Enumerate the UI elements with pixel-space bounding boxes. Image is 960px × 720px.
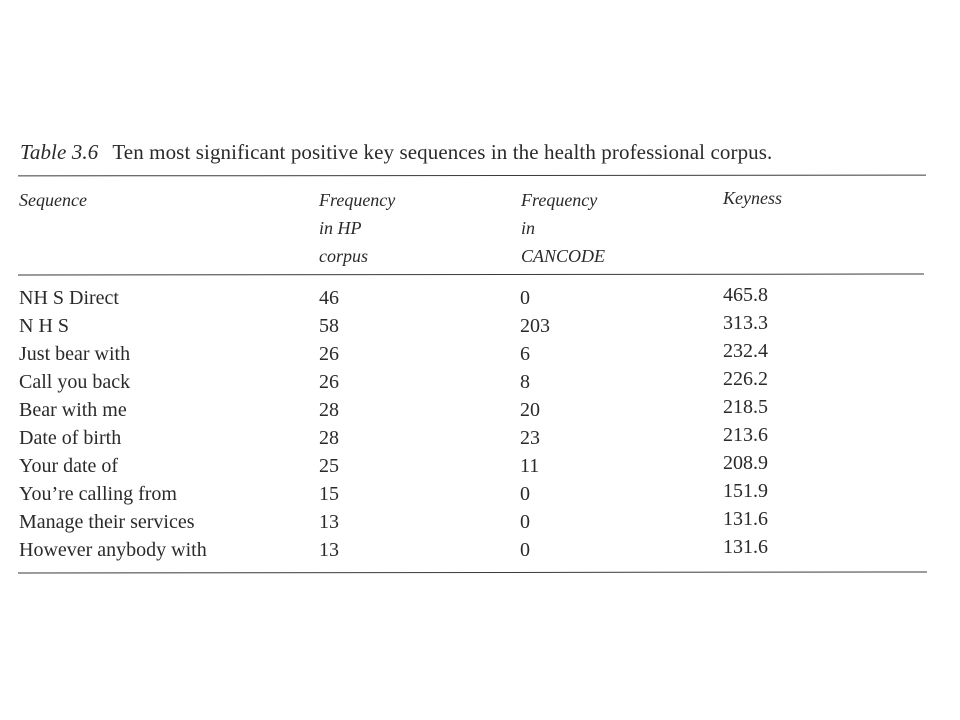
header-frequency-hp-line: in HP	[319, 218, 362, 238]
cell-sequence: N H S	[19, 315, 70, 337]
cell-frequency-hp: 25	[319, 455, 339, 477]
cell-frequency-cancode: 11	[520, 455, 540, 477]
cell-frequency-hp: 46	[319, 287, 339, 309]
cell-frequency-cancode: 0	[520, 539, 530, 561]
cell-sequence: Your date of	[19, 455, 119, 477]
cell-keyness: 232.4	[723, 340, 768, 362]
table-caption	[20, 140, 772, 165]
table-row	[0, 508, 960, 536]
header-keyness	[723, 184, 782, 212]
cell-frequency-hp: 13	[319, 539, 339, 561]
cell-sequence: NH S Direct	[19, 287, 119, 309]
header-sequence-line: Sequence	[19, 190, 87, 210]
header-frequency-hp	[319, 186, 395, 270]
header-frequency-cancode-line: CANCODE	[521, 246, 606, 266]
cell-frequency-cancode: 20	[520, 399, 540, 421]
header-sequence	[19, 186, 87, 214]
table-row	[0, 424, 960, 452]
table-row	[0, 340, 960, 368]
cell-frequency-hp: 26	[319, 371, 339, 393]
table-row	[0, 312, 960, 340]
cell-frequency-cancode: 0	[520, 483, 530, 505]
cell-sequence: However anybody with	[19, 539, 207, 561]
table-row	[0, 368, 960, 396]
header-keyness-line: Keyness	[723, 188, 782, 208]
header-rule	[18, 274, 924, 276]
table-row	[0, 536, 960, 564]
bottom-rule	[18, 571, 927, 573]
cell-frequency-cancode: 0	[520, 287, 530, 309]
cell-keyness: 151.9	[723, 480, 768, 502]
cell-sequence: Call you back	[19, 371, 131, 393]
table-row	[0, 452, 960, 480]
table-row	[0, 284, 960, 312]
cell-sequence: You’re calling from	[19, 483, 177, 505]
header-frequency-cancode	[521, 186, 605, 270]
cell-keyness: 218.5	[723, 396, 768, 418]
cell-keyness: 208.9	[723, 452, 768, 474]
cell-sequence: Date of birth	[19, 427, 122, 449]
table-body	[0, 284, 960, 564]
cell-frequency-cancode: 203	[520, 315, 550, 337]
cell-frequency-hp: 28	[319, 427, 339, 449]
cell-keyness: 226.2	[723, 368, 768, 390]
cell-sequence: Just bear with	[19, 343, 131, 365]
cell-sequence: Manage their services	[19, 511, 195, 533]
cell-frequency-hp: 58	[319, 315, 339, 337]
cell-frequency-hp: 15	[319, 483, 339, 505]
cell-keyness: 131.6	[723, 536, 768, 558]
table-caption-label: Table 3.6	[20, 140, 99, 164]
cell-frequency-cancode: 6	[520, 343, 530, 365]
cell-keyness: 213.6	[723, 424, 768, 446]
header-frequency-cancode-line: Frequency	[521, 190, 598, 210]
table-caption-text: Ten most significant positive key sequences in the health professional corpus.	[112, 140, 773, 164]
header-frequency-cancode-line: in	[521, 218, 536, 238]
cell-keyness: 313.3	[723, 312, 768, 334]
top-rule	[18, 175, 926, 177]
cell-frequency-hp: 28	[319, 399, 339, 421]
cell-frequency-cancode: 8	[520, 371, 530, 393]
cell-keyness: 465.8	[723, 284, 768, 306]
table-row	[0, 480, 960, 508]
cell-frequency-hp: 26	[319, 343, 339, 365]
table-row	[0, 396, 960, 424]
cell-frequency-cancode: 23	[520, 427, 540, 449]
cell-frequency-hp: 13	[319, 511, 339, 533]
header-frequency-hp-line: corpus	[319, 246, 368, 266]
cell-sequence: Bear with me	[19, 399, 127, 421]
header-frequency-hp-line: Frequency	[319, 190, 396, 210]
cell-keyness: 131.6	[723, 508, 768, 530]
cell-frequency-cancode: 0	[520, 511, 530, 533]
